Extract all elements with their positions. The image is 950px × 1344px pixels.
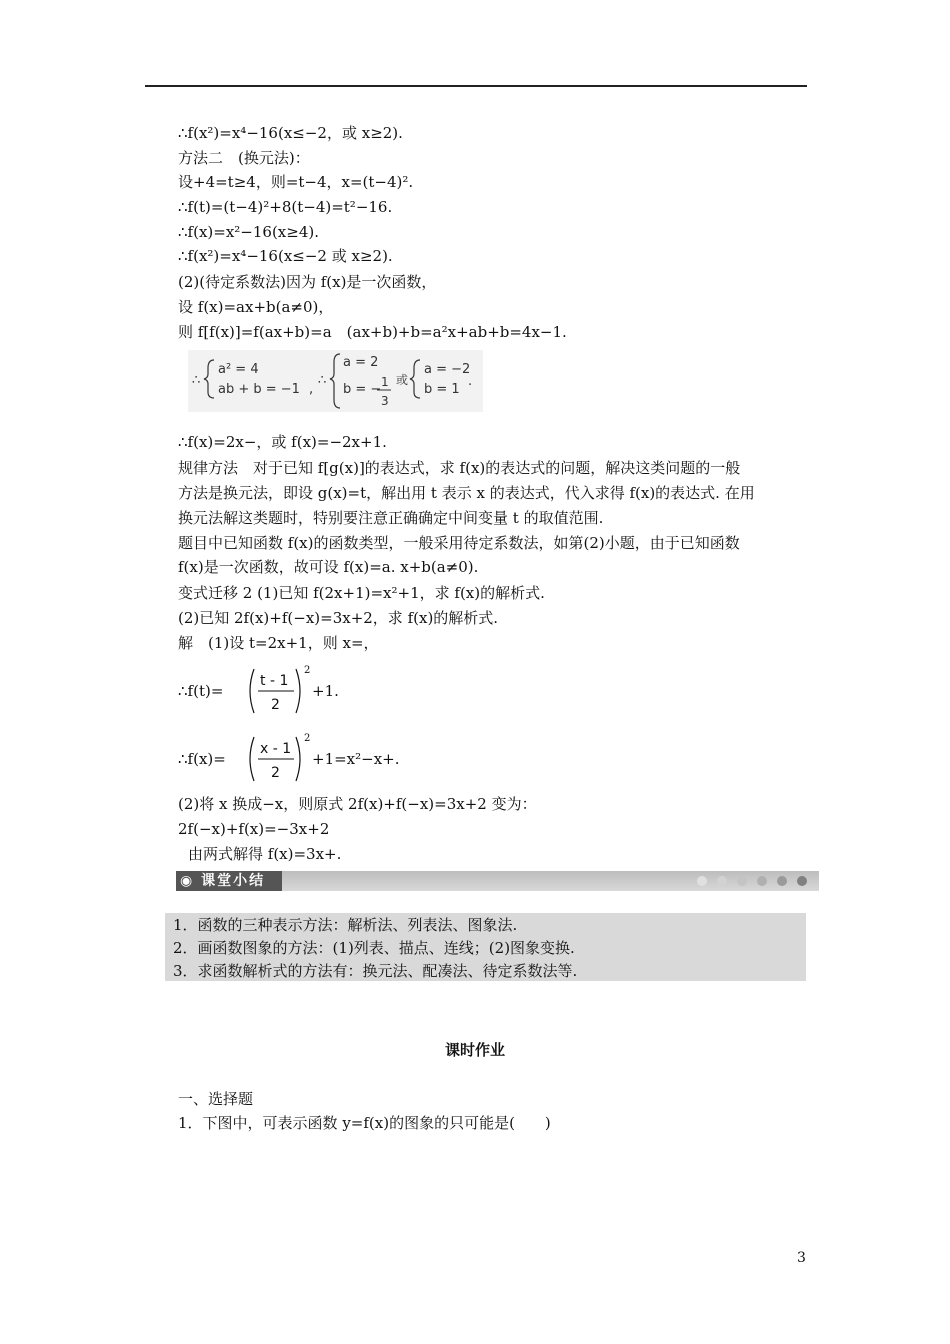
homework-title: 课时作业 (444, 1041, 505, 1059)
text-line: (2)(待定系数法)因为 f(x)是一次函数， (178, 273, 437, 291)
summary-item: 1．函数的三种表示方法：解析法、列表法、图象法. (173, 916, 518, 934)
banner-title-text: ◉ 课堂小结 (180, 873, 266, 889)
text-line: 换元法解这类题时，特别要注意正确确定中间变量 t 的取值范围. (178, 509, 604, 527)
fraction-exponent: 2 (304, 733, 311, 744)
page-number: 3 (797, 1250, 806, 1266)
eq-4-den: 3 (381, 394, 389, 408)
text-line: f(x)是一次函数，故可设 f(x)=a. x+b(a≠0). (178, 558, 479, 576)
fraction-prefix: ∴f(x)= (178, 750, 226, 768)
decorative-dot (717, 876, 727, 886)
text-line: 设+4=t≥4，则=t−4，x=(t−4)². (178, 173, 414, 191)
svg-text:.: . (468, 374, 473, 389)
fraction-numerator: x - 1 (260, 741, 292, 757)
therefore-symbol-2: ∴ (318, 373, 327, 388)
text-line: 解 (1)设 t=2x+1，则 x=， (178, 634, 379, 652)
text-line: ∴f(x²)=x⁴−16(x≤−2，或 x≥2). (178, 124, 403, 142)
decorative-dot (777, 876, 787, 886)
text-line: 规律方法 对于已知 f[g(x)]的表达式，求 f(x)的表达式的问题，解决这类问题的一般 (178, 459, 741, 477)
text-line: 方法是换元法，即设 g(x)=t，解出用 t 表示 x 的表达式，代入求得 f(x)的表达式. 在用 (178, 484, 755, 502)
text-line: 由两式解得 f(x)=3x+. (188, 845, 342, 863)
summary-box (165, 913, 806, 981)
eq-4-num: 1 (381, 375, 389, 389)
svg-text:,: , (309, 382, 314, 397)
eq-4: b = − (343, 382, 382, 397)
or-word: 或 (396, 373, 409, 387)
eq-6: b = 1 (424, 382, 460, 397)
summary-item: 2．画函数图象的方法：(1)列表、描点、连线；(2)图象变换. (173, 939, 575, 957)
eq-2: ab + b = −1 (218, 382, 300, 397)
banner-bar (282, 871, 819, 891)
fraction-expression-2 (178, 731, 438, 787)
text-line: ∴f(x)=2x−，或 f(x)=−2x+1. (178, 433, 387, 451)
section-banner (176, 871, 819, 891)
decorative-dot (757, 876, 767, 886)
text-line: 变式迁移 2 (1)已知 f(2x+1)=x²+1，求 f(x)的解析式. (178, 584, 545, 602)
text-line: 则 f[f(x)]=f(ax+b)=a (ax+b)+b=a²x+ab+b=4x−1. (178, 323, 567, 341)
text-line: ∴f(x²)=x⁴−16(x≤−2 或 x≥2). (178, 247, 393, 265)
text-line: 题目中已知函数 f(x)的函数类型，一般采用待定系数法，如第(2)小题，由于已知函数 (178, 534, 740, 552)
fraction-denominator: 2 (271, 697, 280, 713)
section-label: 一、选择题 (178, 1090, 254, 1108)
decorative-dot (697, 876, 707, 886)
fraction-prefix: ∴f(t)= (178, 682, 224, 700)
eq-5: a = −2 (424, 362, 471, 377)
text-line: (2)将 x 换成−x，则原式 2f(x)+f(−x)=3x+2 变为： (178, 795, 537, 813)
decorative-dot (737, 876, 747, 886)
fraction-numerator: t - 1 (260, 673, 289, 689)
text-line: 设 f(x)=ax+b(a≠0)， (178, 298, 334, 316)
fraction-suffix: +1=x²−x+. (312, 750, 400, 768)
fraction-expression-1 (178, 663, 378, 719)
decorative-dot (797, 876, 807, 886)
text-line: (2)已知 2f(x)+f(−x)=3x+2，求 f(x)的解析式. (178, 609, 499, 627)
fraction-suffix: +1. (312, 682, 339, 700)
question-1: 1．下图中，可表示函数 y=f(x)的图象的只可能是( ) (178, 1114, 551, 1132)
fraction-denominator: 2 (271, 765, 280, 781)
header-rule (145, 85, 807, 87)
eq-3: a = 2 (343, 355, 379, 370)
summary-item: 3．求函数解析式的方法有：换元法、配凑法、待定系数法等. (173, 962, 578, 980)
eq-1: a² = 4 (218, 362, 259, 377)
fraction-exponent: 2 (304, 665, 311, 676)
text-line: ∴f(t)=(t−4)²+8(t−4)=t²−16. (178, 198, 393, 216)
therefore-symbol: ∴ (192, 373, 201, 388)
text-line: ∴f(x)=x²−16(x≥4). (178, 223, 319, 241)
banner-title (176, 871, 282, 891)
equation-system-image (188, 350, 483, 412)
text-line: 2f(−x)+f(x)=−3x+2 (178, 820, 330, 838)
text-line: 方法二 (换元法)： (178, 149, 310, 167)
